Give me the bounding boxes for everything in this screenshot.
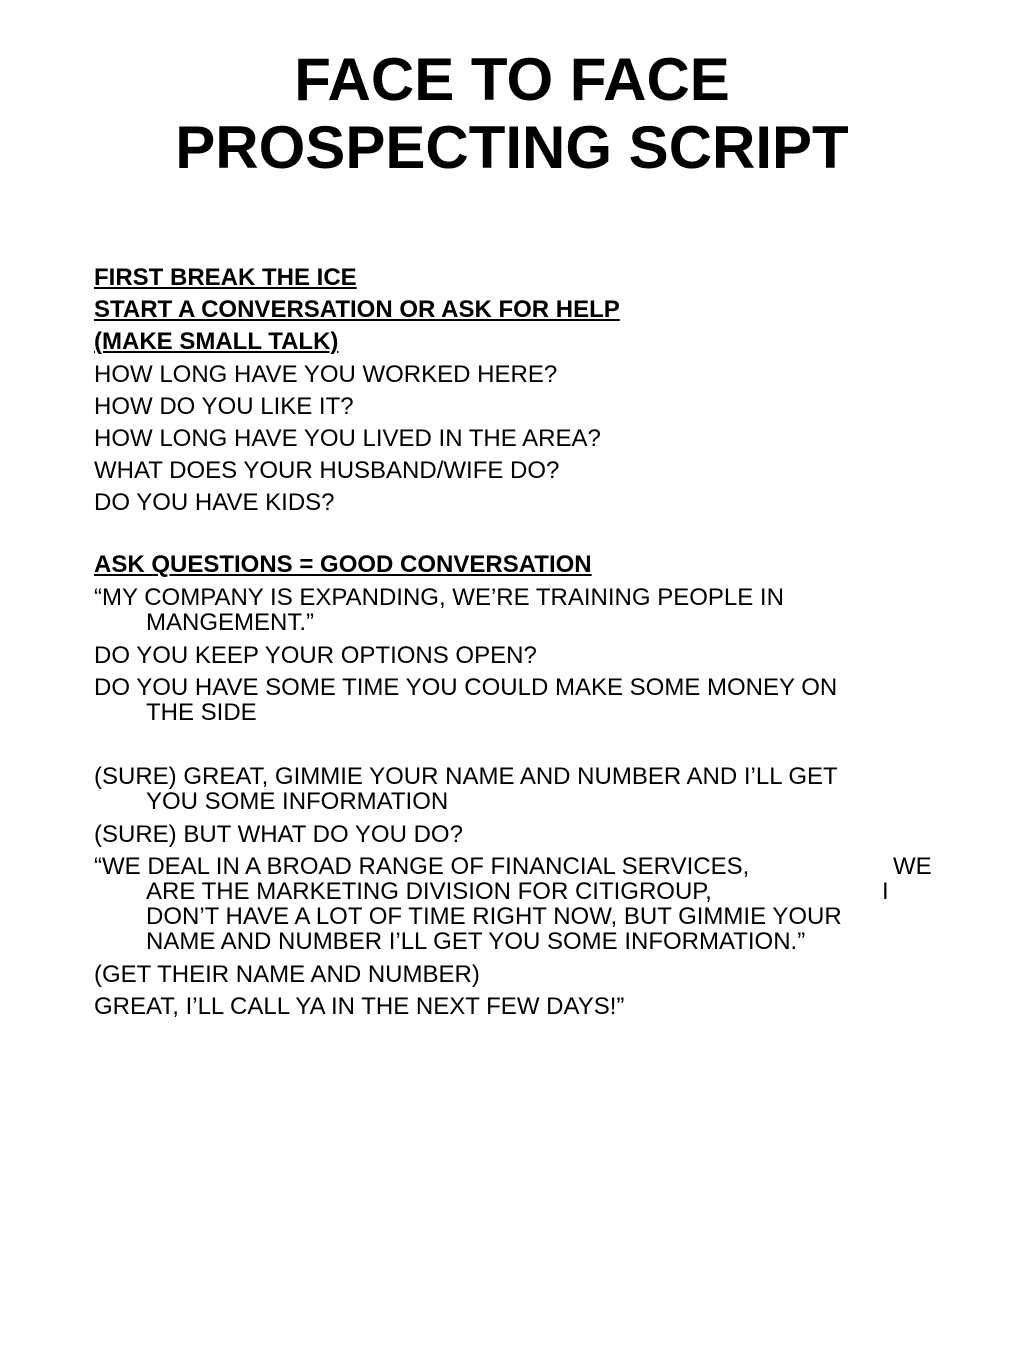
- question-like-it: HOW DO YOU LIKE IT?: [94, 393, 354, 420]
- question-lived-area: HOW LONG HAVE YOU LIVED IN THE AREA?: [94, 425, 601, 452]
- answer-sure-great-cont: YOU SOME INFORMATION: [146, 788, 449, 815]
- heading-start-conversation: START A CONVERSATION OR ASK FOR HELP: [94, 296, 620, 323]
- quote-company-expanding-cont: MANGEMENT.”: [146, 609, 314, 636]
- question-spouse: WHAT DOES YOUR HUSBAND/WIFE DO?: [94, 457, 560, 484]
- question-worked-here: HOW LONG HAVE YOU WORKED HERE?: [94, 361, 558, 388]
- heading-small-talk: (MAKE SMALL TALK): [94, 328, 339, 355]
- answer-sure-what-do: (SURE) BUT WHAT DO YOU DO?: [94, 821, 463, 848]
- quote-no-time: DON’T HAVE A LOT OF TIME RIGHT NOW, BUT GIMMIE YOUR: [146, 903, 842, 930]
- question-options-open: DO YOU KEEP YOUR OPTIONS OPEN?: [94, 642, 537, 669]
- quote-company-expanding: “MY COMPANY IS EXPANDING, WE’RE TRAINING PEOPLE IN: [94, 584, 784, 611]
- quote-financial-services-tail: WE: [893, 853, 932, 880]
- question-side-money: DO YOU HAVE SOME TIME YOU COULD MAKE SOME MONEY ON: [94, 674, 838, 701]
- question-kids: DO YOU HAVE KIDS?: [94, 489, 335, 516]
- title-line-2: PROSPECTING SCRIPT: [175, 114, 849, 181]
- heading-break-the-ice: FIRST BREAK THE ICE: [94, 264, 357, 291]
- quote-marketing-division-tail: I: [882, 878, 889, 905]
- closing-call-ya: GREAT, I’LL CALL YA IN THE NEXT FEW DAYS!”: [94, 993, 625, 1020]
- answer-sure-great: (SURE) GREAT, GIMMIE YOUR NAME AND NUMBER AND I’LL GET: [94, 763, 838, 790]
- heading-ask-questions: ASK QUESTIONS = GOOD CONVERSATION: [94, 551, 592, 578]
- question-side-money-cont: THE SIDE: [146, 699, 257, 726]
- title-line-1: FACE TO FACE: [294, 46, 730, 113]
- quote-financial-services: “WE DEAL IN A BROAD RANGE OF FINANCIAL SERVICES,: [94, 853, 750, 880]
- instruction-get-name: (GET THEIR NAME AND NUMBER): [94, 961, 480, 988]
- quote-name-number: NAME AND NUMBER I’LL GET YOU SOME INFORMATION.”: [146, 928, 806, 955]
- quote-marketing-division: ARE THE MARKETING DIVISION FOR CITIGROUP,: [146, 878, 712, 905]
